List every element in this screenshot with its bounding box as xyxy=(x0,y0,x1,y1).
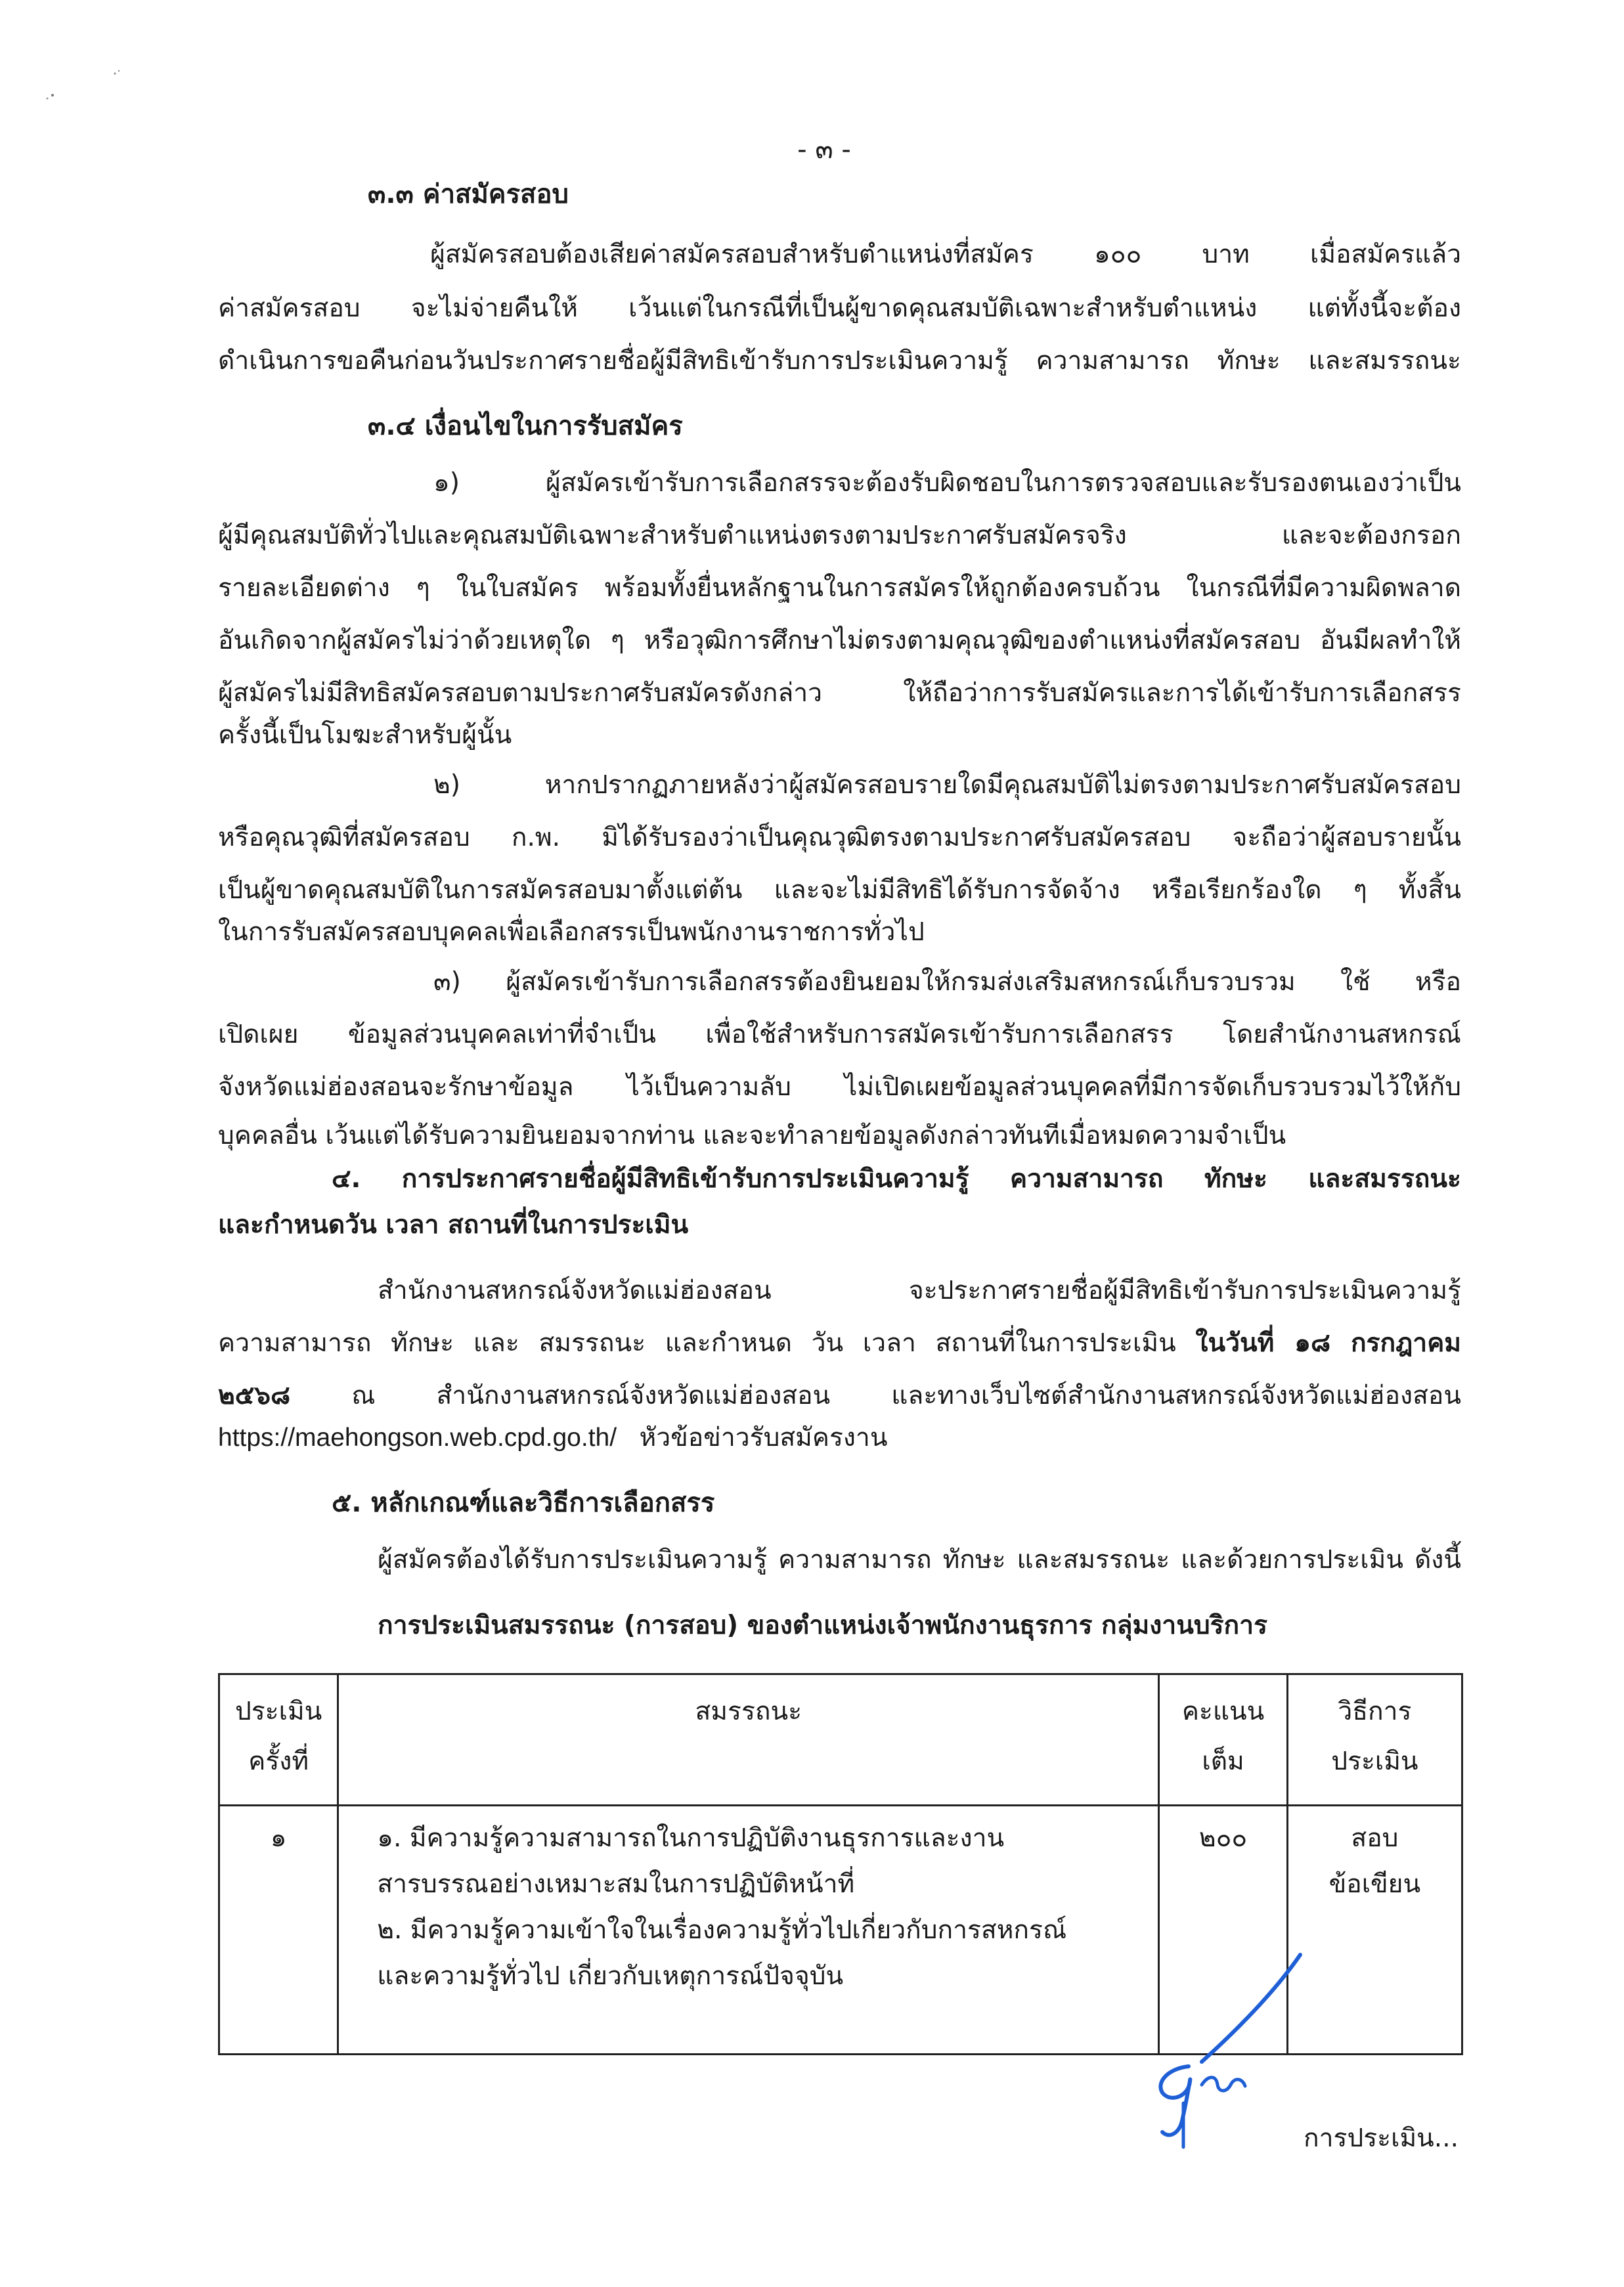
header-score-line-1: คะแนน xyxy=(1181,1697,1265,1726)
s4-year-highlight: ๒๕๖๘ xyxy=(218,1381,291,1410)
section-3-3-heading: ๓.๓ ค่าสมัครสอบ xyxy=(368,179,569,209)
signature-mark xyxy=(1143,1947,1313,2157)
competency-item-1-line-2: สารบรรณอย่างเหมาะสมในการปฏิบัติหน้าที่ xyxy=(377,1869,855,1899)
header-round-line-2: ครั้งที่ xyxy=(248,1747,309,1776)
s34-item2-line-2: หรือคุณวุฒิที่สมัครสอบ ก.พ. มิได้รับรองว่าเป็นคุณวุฒิตรงตามประกาศรับสมัครสอบ จะถือว่าผู้สอบรายนั้น xyxy=(218,823,1461,852)
header-method xyxy=(1287,1674,1462,1806)
s5-line-1: ผู้สมัครต้องได้รับการประเมินความรู้ ความสามารถ ทักษะ และสมรรถนะ และด้วยการประเมิน ดังนี้ xyxy=(378,1545,1461,1575)
s4-line-1: สำนักงานสหกรณ์จังหวัดแม่ฮ่องสอน จะประกาศรายชื่อผู้มีสิทธิเข้ารับการประเมินความรู้ xyxy=(378,1276,1461,1305)
cell-competency xyxy=(338,1806,1159,2055)
assessment-table-title: การประเมินสมรรถนะ (การสอบ) ของตำแหน่งเจ้าพนักงานธุรการ กลุ่มงานบริการ xyxy=(378,1611,1268,1640)
header-competency: สมรรถนะ xyxy=(338,1674,1159,1806)
s34-item1-line-1: ๑) ผู้สมัครเข้ารับการเลือกสรรจะต้องรับผิดชอบในการตรวจสอบและรับรองตนเองว่าเป็น xyxy=(433,468,1461,498)
competency-item-2 xyxy=(377,1907,1145,1999)
competency-item-2-line-1: ๒. มีความรู้ความเข้าใจในเรื่องความรู้ทั่วไปเกี่ยวกับการสหกรณ์ xyxy=(377,1915,1067,1945)
s34-item1-line-4: อันเกิดจากผู้สมัครไม่ว่าด้วยเหตุใด ๆ หรือวุฒิการศึกษาไม่ตรงตามคุณวุฒิของตำแหน่งที่สมัครสอบ อันมีผลทำให้ xyxy=(218,626,1461,655)
section-3-4-heading: ๓.๔ เงื่อนไขในการรับสมัคร xyxy=(368,411,683,441)
s34-item3-line-2: เปิดเผย ข้อมูลส่วนบุคคลเท่าที่จำเป็น เพื่อใช้สำหรับการสมัครเข้ารับการเลือกสรร โดยสำนักงานสหกรณ์ xyxy=(218,1020,1461,1049)
website-link[interactable]: https://maehongson.web.cpd.go.th/ xyxy=(218,1424,617,1452)
s34-item1-line-2: ผู้มีคุณสมบัติทั่วไปและคุณสมบัติเฉพาะสำหรับตำแหน่งตรงตามประกาศรับสมัครจริง และจะต้องกรอก xyxy=(218,521,1461,550)
competency-item-1 xyxy=(377,1816,1145,1907)
s34-item2-line-3: เป็นผู้ขาดคุณสมบัติในการสมัครสอบมาตั้งแต่ต้น และจะไม่มีสิทธิได้รับการจัดจ้าง หรือเรียกร้องใด ๆ ทั้งสิ้น xyxy=(218,875,1461,905)
s4-line-4 xyxy=(218,1418,888,1458)
section-5-heading: ๕. หลักเกณฑ์และวิธีการเลือกสรร xyxy=(332,1488,715,1518)
header-method-line-2: ประเมิน xyxy=(1331,1747,1418,1776)
s34-item1-line-5: ผู้สมัครไม่มีสิทธิสมัครสอบตามประกาศรับสมัครดังกล่าว ให้ถือว่าการรับสมัครและการได้เข้ารับการเลือกสรร xyxy=(218,678,1461,708)
s34-item1-line-6: ครั้งนี้เป็นโมฆะสำหรับผู้นั้น xyxy=(218,720,512,750)
s4-line-2-text: ความสามารถ ทักษะ และ สมรรถนะ และกำหนด วัน เวลา สถานที่ในการประเมิน xyxy=(218,1328,1176,1358)
header-round xyxy=(219,1674,338,1806)
s4-line-3-text: ณ สำนักงานสหกรณ์จังหวัดแม่ฮ่องสอน และทางเว็บไซต์สำนักงานสหกรณ์จังหวัดแม่ฮ่องสอน xyxy=(351,1381,1461,1410)
s4-date-highlight: ในวันที่ ๑๘ กรกฎาคม xyxy=(1195,1328,1461,1358)
s34-item2-line-1: ๒) หากปรากฏภายหลังว่าผู้สมัครสอบรายใดมีคุณสมบัติไม่ตรงตามประกาศรับสมัครสอบ xyxy=(433,770,1461,800)
competency-item-1-line-1: ๑. มีความรู้ความสามารถในการปฏิบัติงานธุรการและงาน xyxy=(377,1823,1005,1853)
s33-line-3: ดำเนินการขอคืนก่อนวันประกาศรายชื่อผู้มีสิทธิเข้ารับการประเมินความรู้ ความสามารถ ทักษะ และสมรรถนะ xyxy=(218,346,1461,376)
section-4-heading-line-1: ๔. การประกาศรายชื่อผู้มีสิทธิเข้ารับการประเมินความรู้ ความสามารถ ทักษะ และสมรรถนะ xyxy=(332,1164,1461,1194)
table-header-row xyxy=(219,1674,1462,1806)
s33-line-1: ผู้สมัครสอบต้องเสียค่าสมัครสอบสำหรับตำแหน่งที่สมัคร ๑๐๐ บาท เมื่อสมัครแล้ว xyxy=(430,240,1461,269)
header-method-line-1: วิธีการ xyxy=(1338,1697,1412,1726)
header-score-line-2: เต็ม xyxy=(1202,1747,1244,1776)
cell-method-line-2: ข้อเขียน xyxy=(1328,1869,1421,1899)
s34-item2-line-4: ในการรับสมัครสอบบุคคลเพื่อเลือกสรรเป็นพนักงานราชการทั่วไป xyxy=(218,917,925,947)
s34-item1-line-3: รายละเอียดต่าง ๆ ในใบสมัคร พร้อมทั้งยื่นหลักฐานในการสมัครให้ถูกต้องครบถ้วน ในกรณีที่มีความผิดพลาด xyxy=(218,573,1461,603)
cell-score: ๒๐๐ xyxy=(1159,1806,1288,2055)
header-score xyxy=(1159,1674,1288,1806)
cell-method xyxy=(1287,1806,1462,2055)
s33-line-2: ค่าสมัครสอบ จะไม่จ่ายคืนให้ เว้นแต่ในกรณีที่เป็นผู้ขาดคุณสมบัติเฉพาะสำหรับตำแหน่ง แต่ทั้งนี้จะต้อง xyxy=(218,294,1461,323)
scan-specks xyxy=(33,66,138,105)
s34-item3-line-3: จังหวัดแม่ฮ่องสอนจะรักษาข้อมูล ไว้เป็นความลับ ไม่เปิดเผยข้อมูลส่วนบุคคลที่มีการจัดเก็บรวบรวมไว้ให้กับ xyxy=(218,1072,1461,1102)
cell-round: ๑ xyxy=(219,1806,338,2055)
s4-url-suffix: หัวข้อข่าวรับสมัครงาน xyxy=(639,1423,888,1452)
section-4-heading-line-2: และกำหนดวัน เวลา สถานที่ในการประเมิน xyxy=(218,1210,689,1240)
competency-item-2-line-2: และความรู้ทั่วไป เกี่ยวกับเหตุการณ์ปัจจุบัน xyxy=(377,1961,844,1991)
cell-method-line-1: สอบ xyxy=(1351,1823,1399,1853)
s34-item3-line-4: บุคคลอื่น เว้นแต่ได้รับความยินยอมจากท่าน และจะทำลายข้อมูลดังกล่าวทันทีเมื่อหมดความจำเป็น xyxy=(218,1121,1286,1150)
page-number: - ๓ - xyxy=(797,135,851,165)
s34-item3-line-1: ๓) ผู้สมัครเข้ารับการเลือกสรรต้องยินยอมให้กรมส่งเสริมสหกรณ์เก็บรวบรวม ใช้ หรือ xyxy=(433,967,1461,997)
s4-line-2 xyxy=(218,1324,1461,1363)
header-round-line-1: ประเมิน xyxy=(234,1697,322,1726)
s4-line-3 xyxy=(218,1376,1461,1416)
continued-next-page: การประเมิน... xyxy=(1304,2124,1459,2153)
